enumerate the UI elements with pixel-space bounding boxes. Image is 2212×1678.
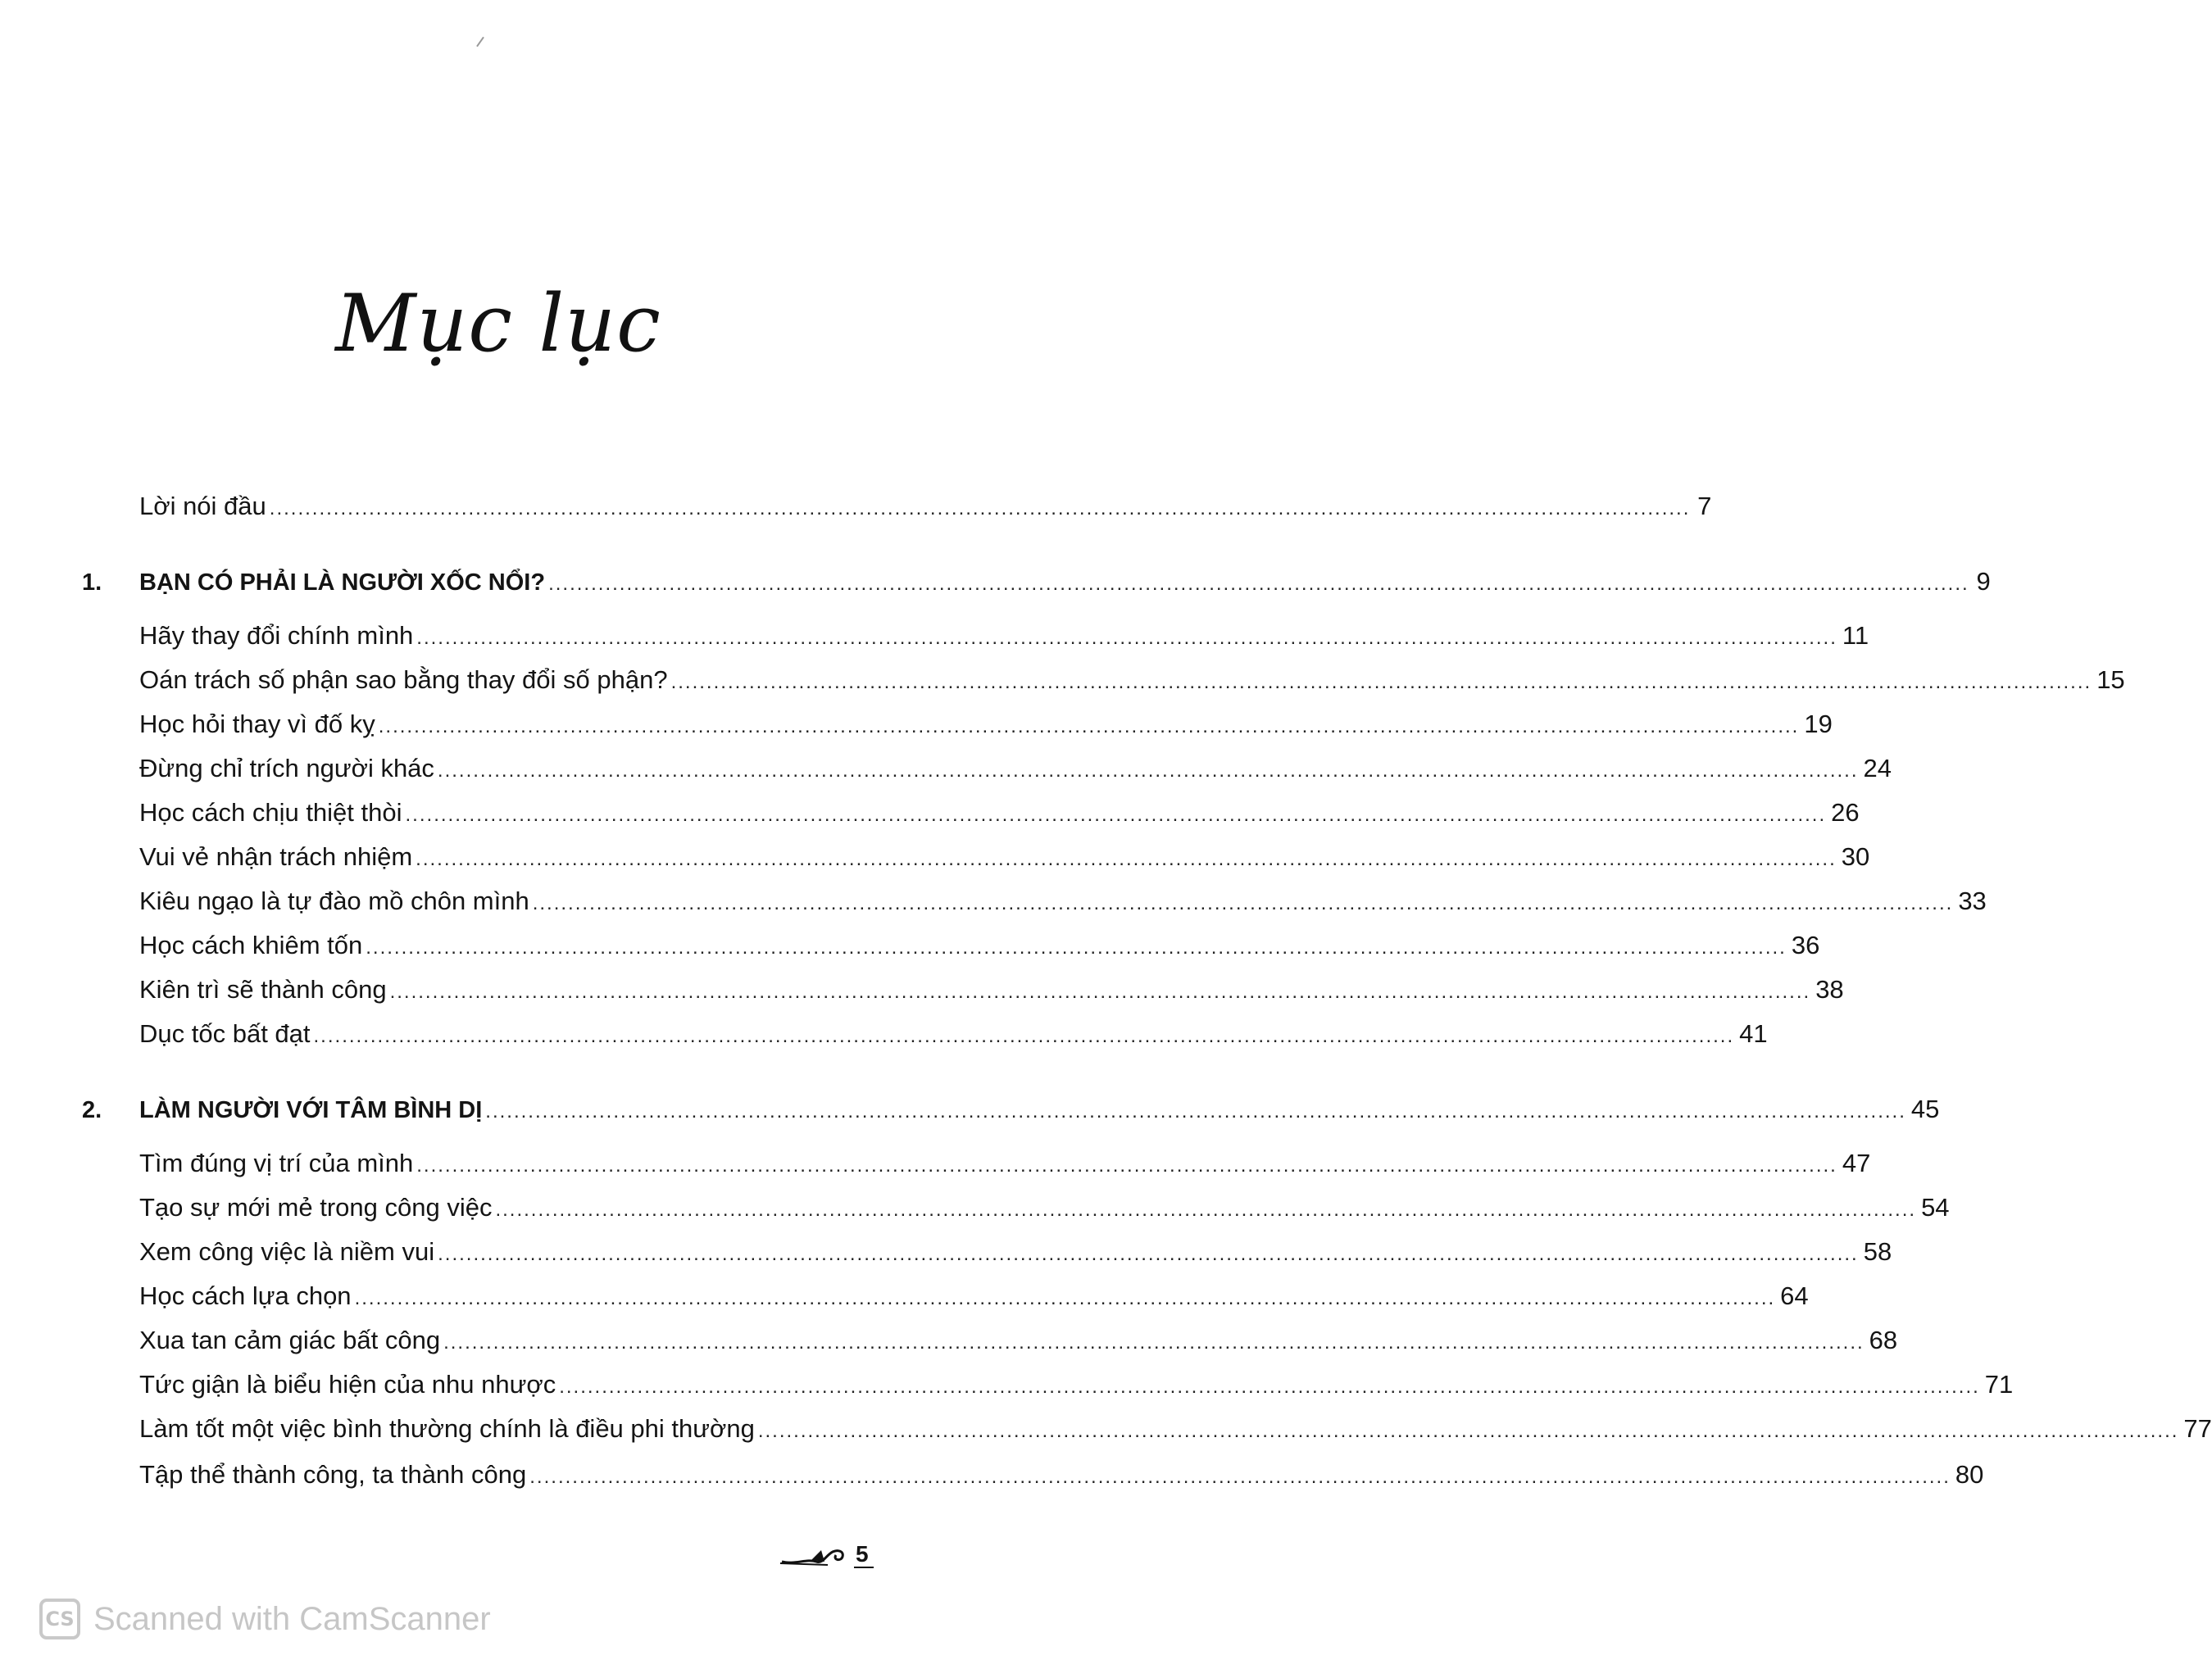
toc-page: 9 [1976, 567, 1991, 596]
toc-entry [82, 795, 1860, 831]
toc-entry [82, 927, 1820, 964]
toc-label: Xem công việc là niềm vui [139, 1237, 435, 1266]
dot-leader: ........................................................................................................................................................................................................ [757, 1420, 2179, 1442]
toc-label: Tạo sự mới mẻ trong công việc [139, 1193, 493, 1222]
toc-chapter [82, 1091, 1940, 1127]
dot-leader: ........................................................................................................................................................................................................ [378, 715, 1800, 737]
toc-label: Hãy thay đổi chính mình [139, 621, 414, 650]
dot-leader: ........................................................................................................................................................................................................ [389, 981, 1811, 1003]
toc-page: 15 [2096, 665, 2125, 694]
toc-label: Dục tốc bất đạt [139, 1019, 311, 1048]
toc-label: Vui vẻ nhận trách nhiệm [139, 842, 413, 871]
dot-leader: ........................................................................................................................................................................................................ [437, 760, 1859, 782]
toc-entry [82, 1367, 2014, 1403]
toc-label: Kiên trì sẽ thành công [139, 975, 387, 1004]
toc-label: Học cách chịu thiệt thòi [139, 798, 402, 827]
toc-page: 45 [1910, 1095, 1940, 1123]
toc-label: Đừng chỉ trích người khác [139, 754, 434, 782]
toc-page: 47 [1842, 1149, 1871, 1177]
dot-leader: ........................................................................................................................................................................................................ [670, 671, 2092, 693]
toc-entry [82, 883, 1987, 919]
toc-entry [82, 972, 1844, 1008]
dot-leader: ........................................................................................................................................................................................................ [529, 1466, 1951, 1488]
dot-leader: ........................................................................................................................................................................................................ [559, 1376, 1980, 1398]
toc-label: LÀM NGƯỜI VỚI TÂM BÌNH DỊ [139, 1097, 483, 1123]
toc-entry [82, 1145, 1871, 1181]
toc-page: 64 [1780, 1281, 1809, 1310]
toc-page: 77 [2183, 1414, 2212, 1443]
toc-page: 7 [1697, 492, 1712, 520]
camscanner-logo-icon: CS [39, 1599, 80, 1639]
dot-leader: ........................................................................................................................................................................................................ [416, 848, 1837, 870]
toc-label: Làm tốt một việc bình thường chính là điều phi thường [139, 1414, 755, 1443]
toc-entry [82, 1278, 1809, 1314]
toc-page: 24 [1863, 754, 1892, 782]
dot-leader: ........................................................................................................................................................................................................ [416, 627, 1837, 649]
toc-entry [82, 618, 1869, 654]
dot-leader: ........................................................................................................................................................................................................ [495, 1199, 1917, 1221]
toc-entry [82, 1016, 1768, 1052]
dot-leader: ........................................................................................................................................................................................................ [416, 1154, 1837, 1177]
toc-chapter [82, 564, 1991, 600]
toc-label: Học cách khiêm tốn [139, 931, 363, 959]
page-footer [779, 1540, 885, 1573]
toc-page: 58 [1863, 1237, 1892, 1266]
toc-label: Xua tan cảm giác bất công [139, 1326, 441, 1354]
toc-number: 2. [82, 1097, 102, 1123]
toc-page: 54 [1921, 1193, 1950, 1222]
toc-entry [82, 1457, 1984, 1493]
dot-leader: ........................................................................................................................................................................................................ [405, 804, 1827, 826]
watermark-text: Scanned with CamScanner [93, 1600, 491, 1637]
toc-page: 36 [1791, 931, 1820, 959]
toc-label: Lời nói đầu [139, 492, 266, 520]
toc-label: Tập thể thành công, ta thành công [139, 1460, 527, 1489]
toc-page: 11 [1842, 621, 1869, 650]
toc-label: Tìm đúng vị trí của mình [139, 1149, 414, 1177]
toc-label: Học cách lựa chọn [139, 1281, 352, 1310]
toc-entry [82, 488, 1712, 524]
toc-entry [82, 1322, 1898, 1358]
dot-leader: ........................................................................................................................................................................................................ [485, 1100, 1906, 1122]
toc-entry [82, 706, 1833, 742]
toc-page: 68 [1869, 1326, 1898, 1354]
toc-page: 71 [1984, 1370, 2014, 1399]
toc-page: 80 [1955, 1460, 1984, 1489]
toc-page: 30 [1841, 842, 1870, 871]
toc-number: 1. [82, 569, 102, 596]
toc-entry [82, 839, 1870, 875]
dot-leader: ........................................................................................................................................................................................................ [313, 1025, 1735, 1047]
scan-speck [476, 37, 484, 48]
toc-page: 19 [1804, 710, 1833, 738]
toc-page: 33 [1958, 887, 1987, 915]
dot-leader: ........................................................................................................................................................................................................ [366, 937, 1787, 959]
toc-entry [82, 662, 2125, 698]
toc-entry [82, 1411, 2212, 1447]
scanner-watermark [39, 1596, 491, 1642]
dot-leader: ........................................................................................................................................................................................................ [354, 1287, 1776, 1309]
toc-entry [82, 1234, 1892, 1270]
toc-label: Học hỏi thay vì đố kỵ [139, 710, 375, 738]
toc-label: Oán trách số phận sao bằng thay đổi số phận? [139, 665, 668, 694]
page-title: Mục lục [335, 278, 661, 370]
ornament-icon [779, 1540, 854, 1573]
toc-page: 41 [1739, 1019, 1768, 1048]
dot-leader: ........................................................................................................................................................................................................ [269, 497, 1691, 519]
toc-entry [82, 1190, 1950, 1226]
toc-label: Kiêu ngạo là tự đào mồ chôn mình [139, 887, 529, 915]
toc-label: BẠN CÓ PHẢI LÀ NGƯỜI XỐC NỔI? [139, 569, 546, 596]
dot-leader: ........................................................................................................................................................................................................ [438, 1243, 1859, 1265]
toc-page: 26 [1831, 798, 1860, 827]
page-number: 5 [854, 1542, 874, 1568]
dot-leader: ........................................................................................................................................................................................................ [443, 1331, 1865, 1354]
dot-leader: ........................................................................................................................................................................................................ [548, 573, 1969, 595]
toc-label: Tức giận là biểu hiện của nhu nhược [139, 1370, 556, 1399]
toc-entry [82, 751, 1892, 787]
toc-page: 38 [1815, 975, 1844, 1004]
dot-leader: ........................................................................................................................................................................................................ [532, 892, 1954, 914]
